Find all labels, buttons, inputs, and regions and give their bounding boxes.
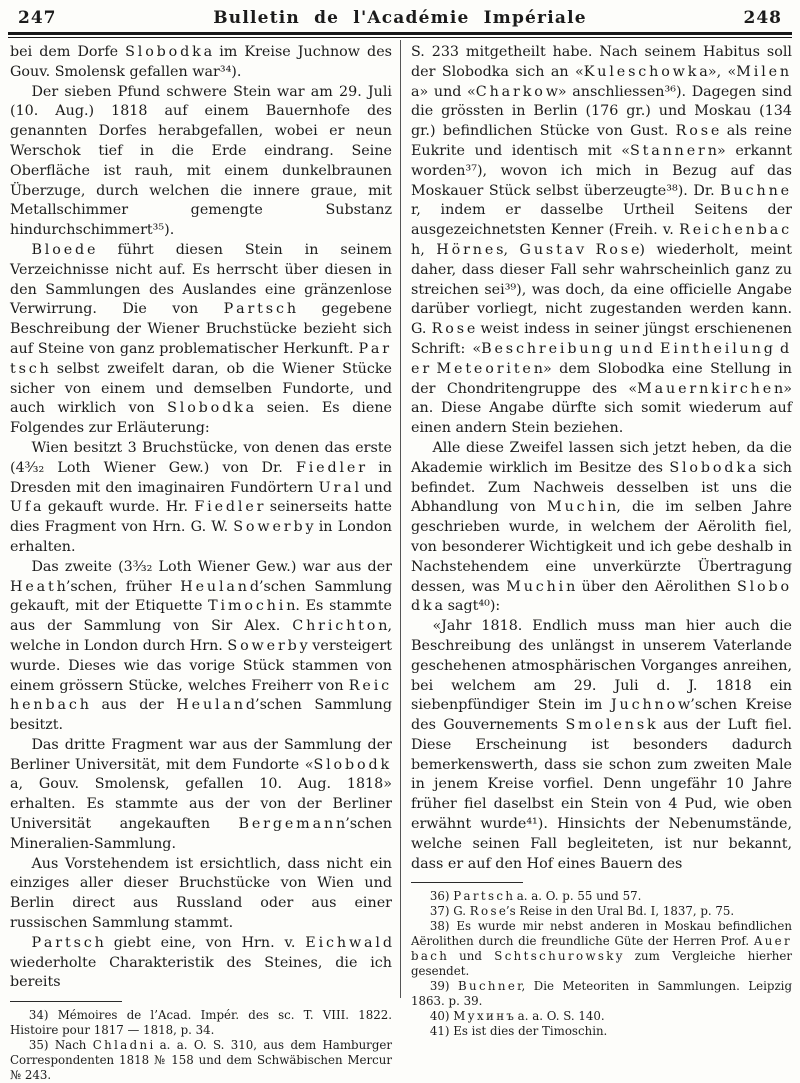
left-column <box>6 40 400 1083</box>
journal-title: Bulletin de l'Académie Impériale <box>213 8 587 28</box>
footnote: 37) G. R o s e’s Reise in den Ural Bd. I, 1837, p. 75. <box>429 904 735 919</box>
footnote-separator <box>411 882 523 883</box>
footnote: 39) B u c h n e r, Die Meteoriten in Sammlungen. Leipzig 1863. p. 39. <box>411 979 792 1009</box>
page-number-right: 248 <box>743 8 782 28</box>
paragraph: «Jahr 1818. Endlich muss man hier auch die Beschreibung des unlängst in unserem Vaterlande geschehenen atmosphärischen Vorganges anreihen, bei welchem am 29. Juli d. J. 1818 ein siebenpfündiger Stein im J u c h n o w’schen Kreise des Gouvernements S m o l e n s k aus der Luft fiel. Diese Erscheinung ist besonders dadurch bemerkenswerth, dass sie schon zum zweiten Male in jenem Kreise vorfiel. Denn ungefähr 10 Jahre früher fiel daselbst ein Stein von 4 Pud, wie oben erwähnt wurde⁴¹). Hinsichts der Nebenumstände, welche seinen Fall begleiteten, ist nur bekannt, dass er auf den Hof eines Bauern des <box>411 618 792 872</box>
paragraph: Der sieben Pfund schwere Stein war am 29. Juli (10. Aug.) 1818 auf einem Bauernhofe des genannten Dorfes herabgefallen, wobei er neun Werschok tief in die Erde eindrang. Seine Oberfläche ist rauh, mit einem dunkelbraunen Überzuge, durch welchen die innere graue, mit Metallschimmer gemengte Substanz hindurchschimmert³⁵). <box>10 83 392 239</box>
left-footnotes <box>10 993 392 1083</box>
paragraph: bei dem Dorfe S l o b o d k a im Kreise Juchnow des Gouv. Smolensk gefallen war³⁴). <box>10 44 392 80</box>
footnote-separator <box>10 1001 122 1002</box>
paragraph: P a r t s c h giebt eine, von Hrn. v. E i c h w a l d wiederholte Charakteristik des Steines, die ich bereits <box>10 934 392 991</box>
footnote: 34) Mémoires de l’Acad. Impér. des sc. T. VIII. 1822. Histoire pour 1817 — 1818, p. 34. <box>10 1008 392 1038</box>
paragraph: S. 233 mitgetheilt habe. Nach seinem Habitus soll der Slobodka sich an «K u l e s c h o w k a», «M i l e n a» und «C h a r k o w» anschliessen³⁶). Dagegen sind die grössten in Berlin (176 gr.) und Moskau (134 gr.) befindlichen Stücke von Gust. R o s e als reine Eukrite und identisch mit «S t a n n e r n» erkannt worden³⁷), wovon ich mich in Bezug auf das Moskauer Stück selbst überzeugte³⁸). Dr. B u c h n e r, indem er dasselbe Urtheil Seitens der ausgezeichnetsten Kenner (Freih. v. R e i c h e n b a c h, H ö r n e s, G u s t a v R o s e) wiederholt, meint daher, dass dieser Fall sehr wahrscheinlich ganz zu streichen sei³⁹), was doch, da eine officielle Angabe darüber vorliegt, nicht zugestanden werden kann. G. R o s e weist indess in seiner jüngst erschienenen Schrift: «B e s c h r e i b u n g u n d E i n t h e i l u n g d e r M e t e o r i t e n» dem Slobodka eine Stellung in der Chondritengruppe des «M a u e r n k i r c h e n» an. Diese Angabe dürfte sich somit wiederum auf einen andern Stein beziehen. <box>411 44 792 437</box>
paragraph: Wien besitzt 3 Bruchstücke, von denen das erste (4³⁄₃₂ Loth Wiener Gew.) von Dr. F i e d l e r in Dresden mit den imaginairen Fundörtern U r a l und U f a gekauft wurde. Hr. F i e d l e r seinerseits hatte dies Fragment von Hrn. G. W. S o w e r b y in London erhalten. <box>10 439 392 555</box>
page-number-left: 247 <box>18 8 57 28</box>
page-body <box>6 40 794 1083</box>
header-double-rule <box>8 32 792 38</box>
footnote: 41) Es ist dies der Timoschin. <box>429 1024 608 1039</box>
footnote: 35) Nach C h l a d n i a. a. O. S. 310, aus dem Hamburger Correspondenten 1818 № 158 und dem Schwäbischen Mercur № 243. <box>10 1038 392 1083</box>
footnote: 38) Es wurde mir nebst anderen in Moskau befindlichen Aërolithen durch die freundliche Güte der Herren Prof. A u e r b a c h und S c h t s c h u r o w s k y zum Vergleiche hierher gesendet. <box>411 919 792 979</box>
paragraph: Alle diese Zweifel lassen sich jetzt heben, da die Akademie wirklich im Besitze des S l o b o d k a sich befindet. Zum Nachweis desselben ist uns die Abhandlung von M u c h i n, die im selben Jahre geschrieben wurde, in welchem der Aërolith fiel, von besonderer Wichtigkeit und ich gebe deshalb in Nachstehendem eine unverkürzte Übertragung dessen, was M u c h i n über den Aërolithen S l o b o d k a sagt⁴⁰): <box>411 439 792 615</box>
right-footnotes <box>411 874 792 1039</box>
right-column <box>400 40 794 1039</box>
paragraph: Das zweite (3³⁄₃₂ Loth Wiener Gew.) war aus der H e a t h’schen, früher H e u l a n d’schen Sammlung gekauft, mit der Etiquette T i m o c h i n. Es stammte aus der Sammlung von Sir Alex. C h r i c h t o n, welche in London durch Hrn. S o w e r b y versteigert wurde. Dieses wie das vorige Stück stammen von einem grössern Stücke, welches Freiherr von R e i c h e n b a c h aus der H e u l a n d’schen Sammlung besitzt. <box>10 558 392 734</box>
paragraph: B l o e d e führt diesen Stein in seinem Verzeichnisse nicht auf. Es herrscht über diesen in den Sammlungen des Auslandes eine gränzenlose Verwirrung. Die von P a r t s c h gegebene Beschreibung der Wiener Bruchstücke bezieht sich auf Steine von ganz problematischer Herkunft. P a r t s c h selbst zweifelt daran, ob die Wiener Stücke sicher von einem und demselben Fundorte, und auch wirklich von S l o b o d k a seien. Es diene Folgendes zur Erläuterung: <box>10 241 392 437</box>
footnote: 40) М у х и н ъ a. a. O. S. 140. <box>429 1009 605 1024</box>
footnote: 36) P a r t s c h a. a. O. p. 55 und 57. <box>429 889 642 904</box>
paragraph: Das dritte Fragment war aus der Sammlung der Berliner Universität, mit dem Fundorte «S l o b o d k a, Gouv. Smolensk, gefallen 10. Aug. 1818» erhalten. Es stammte aus der von der Berliner Universität angekauften B e r g e m a n n’schen Mineralien-Sammlung. <box>10 736 392 852</box>
page-header <box>6 4 794 31</box>
paragraph: Aus Vorstehendem ist ersichtlich, dass nicht ein einziges aller dieser Bruchstücke von Wien und Berlin direct aus Russland oder aus einer russischen Sammlung stammt. <box>10 855 392 932</box>
